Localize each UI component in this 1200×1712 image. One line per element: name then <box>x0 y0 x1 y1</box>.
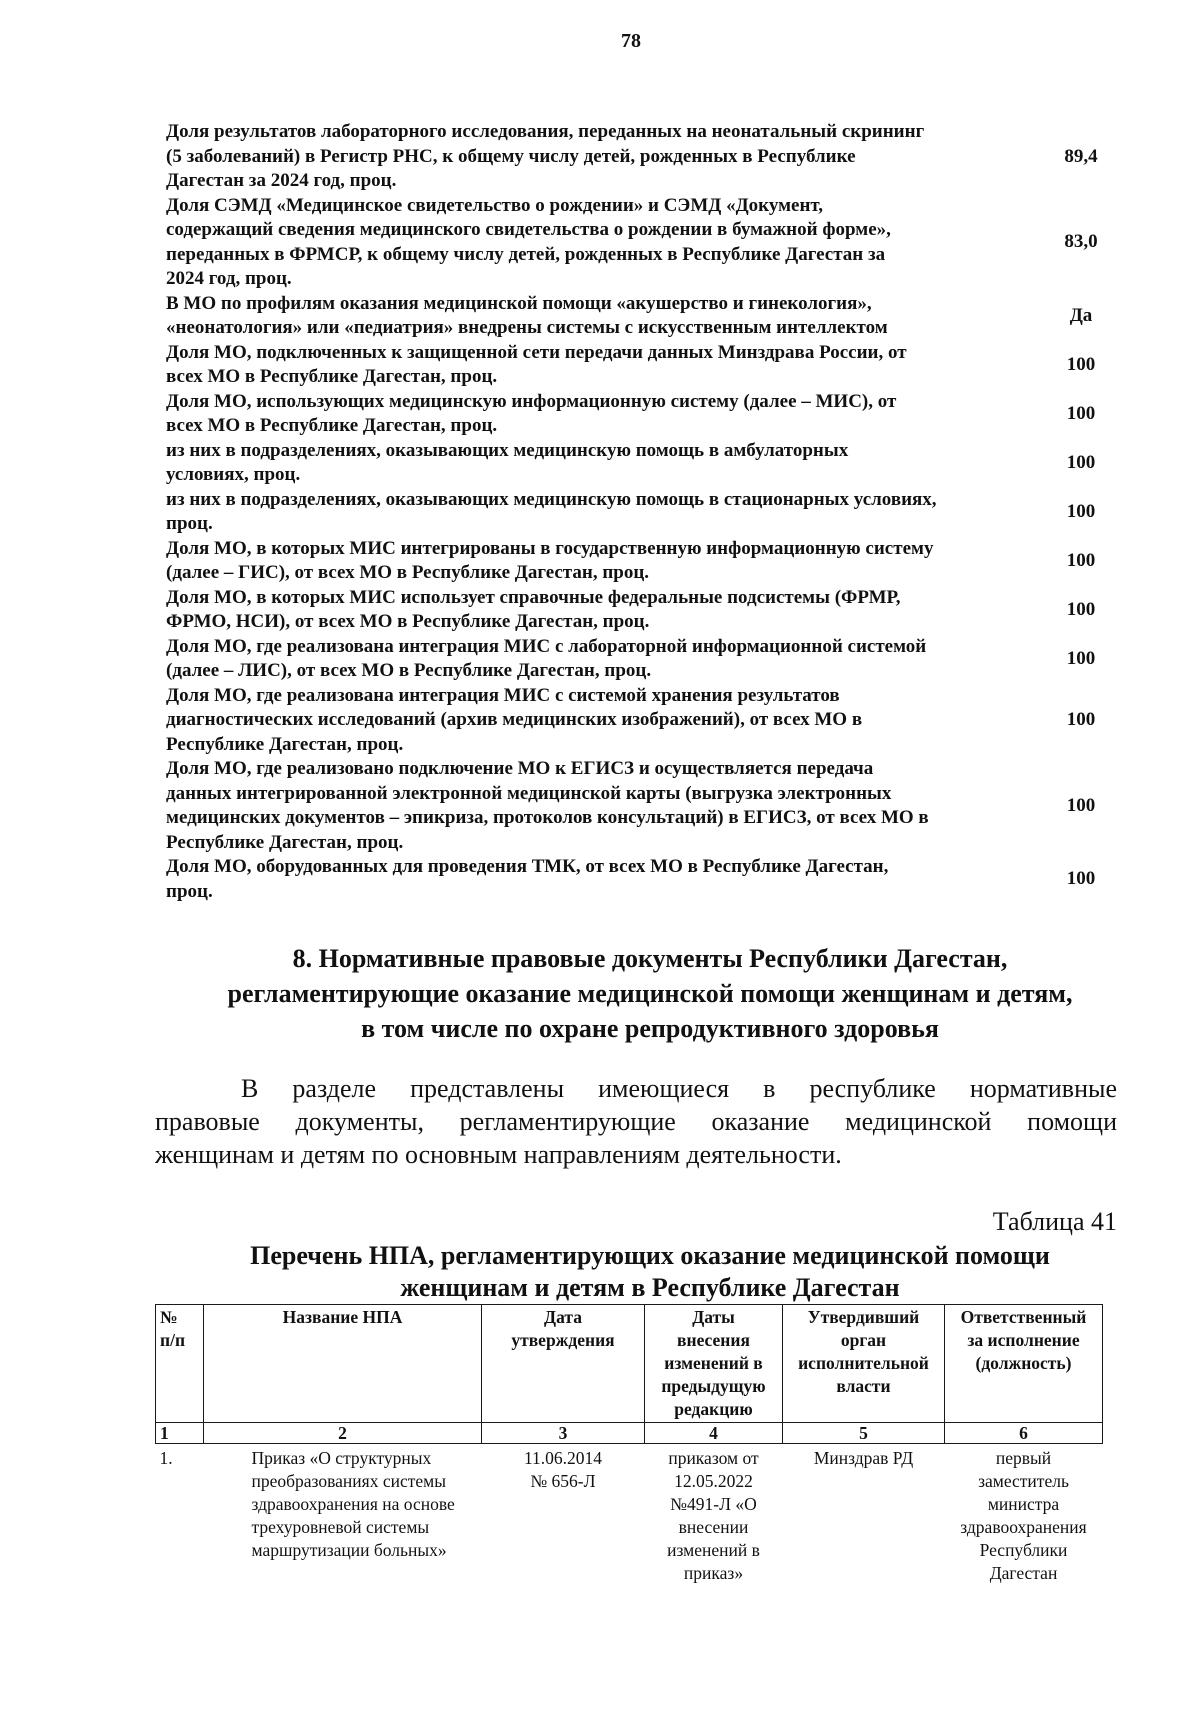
row-date: 11.06.2014 № 656-Л <box>482 1444 645 1587</box>
indicator-row <box>166 684 1116 758</box>
indicator-text: Доля МО, в которых МИС интегрированы в государственную информационную систему (далее – ГИС), от всех МО в Республике Дагестан, проц. <box>166 537 934 583</box>
table-header-row <box>156 1305 1103 1423</box>
row-authority: Минздрав РД <box>783 1444 945 1587</box>
indicator-value: 100 <box>1066 647 1096 669</box>
header-authority: Утвердивший орган исполнительной власти <box>783 1305 945 1423</box>
indicator-row <box>166 120 1116 194</box>
indicator-value: 100 <box>1066 500 1096 522</box>
table-label: Таблица 41 <box>992 1207 1117 1236</box>
table-row <box>156 1444 1103 1587</box>
indicator-row <box>166 855 1116 904</box>
header-date: Дата утверждения <box>482 1305 645 1423</box>
indicator-value: 83,0 <box>1064 231 1098 253</box>
indicator-text: В МО по профилям оказания медицинской помощи «акушерство и гинекология», «неонатология» или «педиатрия» внедрены системы с искусственным интеллектом <box>166 292 888 338</box>
indicator-row <box>166 488 1116 537</box>
indicator-row <box>166 390 1116 439</box>
indicator-value: 89,4 <box>1064 145 1098 167</box>
indicator-text: Доля МО, где реализована интеграция МИС с лабораторной информационной системой (далее – ЛИС), от всех МО в Республике Дагестан, проц. <box>166 635 927 681</box>
row-changes: приказом от 12.05.2022 №491-Л «О внесении изменений в приказ» <box>645 1444 783 1587</box>
row-responsible: первый заместитель министра здравоохранения Республики Дагестан <box>945 1444 1103 1587</box>
page-number: 78 <box>621 30 641 52</box>
indicator-text: из них в подразделениях, оказывающих медицинскую помощь в стационарных условиях, проц. <box>166 488 937 534</box>
indicator-value: 100 <box>1066 868 1096 890</box>
indicator-text: Доля МО, где реализовано подключение МО к ЕГИСЗ и осуществляется передача данных интегрированной электронной медицинской карты (выгрузка электронных медицинских документов – эпикриза, протоколов консультаций) в ЕГИСЗ, от всех МО в Республике Дагестан, проц. <box>166 758 929 853</box>
column-number: 3 <box>482 1423 645 1444</box>
indicator-value: 100 <box>1066 709 1096 730</box>
indicator-value: 100 <box>1066 794 1096 816</box>
header-responsible: Ответственный за исполнение (должность) <box>945 1305 1103 1423</box>
indicator-value: 100 <box>1066 451 1096 473</box>
section-title: 8. Нормативные правовые документы Республики Дагестан, регламентирующие оказание медицинской помощи женщинам и детям, в том числе по охране репродуктивного здоровья <box>227 944 1073 1043</box>
indicator-row <box>166 586 1116 635</box>
column-numbers-row <box>156 1423 1103 1444</box>
indicator-text: Доля СЭМД «Медицинское свидетельство о рождении» и СЭМД «Документ, содержащий сведения медицинского свидетельства о рождении в бумажной форме», переданных в ФРМСР, к общему числу детей, рожденных в Республике Дагестан за 2024 год, проц. <box>166 194 891 289</box>
column-number: 6 <box>945 1423 1103 1444</box>
indicator-row <box>166 757 1116 855</box>
column-number: 2 <box>204 1423 482 1444</box>
indicator-value: 100 <box>1066 353 1096 375</box>
column-number: 1 <box>156 1423 204 1444</box>
indicator-text: Доля МО, оборудованных для проведения ТМК, от всех МО в Республике Дагестан, проц. <box>166 856 889 902</box>
indicator-text: Доля МО, в которых МИС использует справочные федеральные подсистемы (ФРМР, ФРМО, НСИ), от всех МО в Республике Дагестан, проц. <box>166 586 901 632</box>
intro-paragraph: В разделе представлены имеющиеся в республике нормативные правовые документы, регламентирующие оказание медицинской помощи женщинам и детям по основным направлениям деятельности. <box>155 1074 1117 1169</box>
header-num: № п/п <box>156 1305 204 1423</box>
indicator-value: 100 <box>1066 402 1096 424</box>
row-name: Приказ «О структурных преобразованиях системы здравоохранения на основе трехуровневой системы маршрутизации больных» <box>204 1444 482 1587</box>
indicator-row <box>166 439 1116 488</box>
indicator-row <box>166 537 1116 586</box>
indicator-value: 100 <box>1066 549 1096 571</box>
row-num: 1. <box>156 1444 204 1587</box>
indicator-text: Доля МО, где реализована интеграция МИС с системой хранения результатов диагностических исследований (архив медицинских изображений), от всех МО в Республике Дагестан, проц. <box>166 684 863 755</box>
table-title: Перечень НПА, регламентирующих оказание медицинской помощи женщинам и детям в Республике Дагестан <box>250 1241 1050 1302</box>
indicator-row <box>166 635 1116 684</box>
indicator-text: Доля МО, использующих медицинскую информационную систему (далее – МИС), от всех МО в Республике Дагестан, проц. <box>166 390 897 436</box>
indicator-value: 100 <box>1066 598 1096 620</box>
indicator-text: из них в подразделениях, оказывающих медицинскую помощь в амбулаторных условиях, проц. <box>166 439 849 485</box>
header-name: Название НПА <box>204 1305 482 1423</box>
npa-table <box>155 1304 1103 1586</box>
indicator-row <box>166 292 1116 341</box>
header-changes: Даты внесения изменений в предыдущую редакцию <box>645 1305 783 1423</box>
indicator-row <box>166 341 1116 390</box>
indicator-text: Доля МО, подключенных к защищенной сети передачи данных Минздрава России, от всех МО в Республике Дагестан, проц. <box>166 341 907 387</box>
indicators-list <box>166 120 1116 904</box>
indicator-text: Доля результатов лабораторного исследования, переданных на неонатальный скрининг (5 заболеваний) в Регистр РНС, к общему числу детей, рожденных в Республике Дагестан за 2024 год, проц. <box>166 121 925 191</box>
column-number: 4 <box>645 1423 783 1444</box>
column-number: 5 <box>783 1423 945 1444</box>
indicator-value: Да <box>1069 304 1093 326</box>
indicator-row <box>166 194 1116 292</box>
